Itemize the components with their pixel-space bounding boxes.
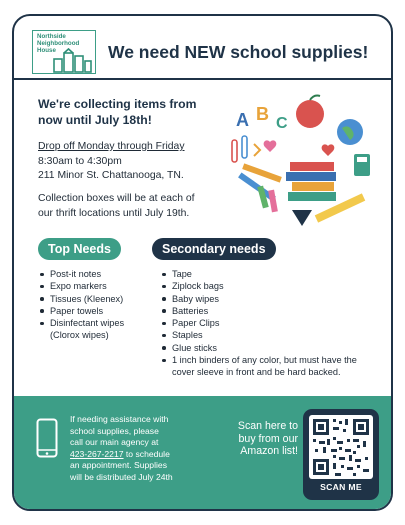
list-item: Ziplock bags [160,280,382,292]
qr-code-icon [309,415,373,479]
list-item: Paper towels [38,305,150,317]
phone-link[interactable]: 423-267-2217 [70,448,124,459]
list-item: Disinfectant wipes [38,317,150,329]
dropoff-days: Drop off Monday through Friday [38,141,185,152]
flyer-card [12,14,393,511]
secondary-needs-label: Secondary needs [152,238,276,260]
footer [14,396,391,511]
list-item: Expo markers [38,280,150,292]
svg-text:A: A [236,110,249,130]
dropoff-info [38,140,238,184]
intro-text: We're collecting items from now until July 18th! [38,97,197,127]
list-item: 1 inch binders of any color, but must have the [160,354,382,366]
logo [32,30,96,74]
top-needs-list [38,268,150,342]
list-item: Post-it notes [38,268,150,280]
header [14,16,391,80]
scan-instructions: Scan here to buy from our Amazon list! [237,420,298,457]
qr-code[interactable] [303,409,379,500]
top-needs-label: Top Needs [38,238,121,260]
phone-icon [36,418,58,458]
house-logo-icon [51,47,93,73]
svg-text:B: B [256,104,269,124]
logo-text: Northside Neighborhood House [37,33,80,54]
headline: We need NEW school supplies! [108,42,369,62]
svg-text:C: C [276,115,288,132]
scan-me-label: SCAN ME [320,482,362,492]
list-item: Staples [160,329,382,341]
list-item: Tape [160,268,382,280]
list-item: Paper Clips [160,317,382,329]
secondary-needs-list [160,268,382,379]
assistance-text: If needing assistance with school supplies, please call our main agency at 423-267-2217 to schedule an appointment. Supplies will be distributed July 24th [70,414,173,482]
list-item: Tissues (Kleenex) [38,293,150,305]
list-item: Batteries [160,305,382,317]
collection-info: Collection boxes will be at each of our thrift locations until July 19th. [38,193,195,219]
school-supplies-heart-icon [222,92,382,232]
dropoff-hours: 8:30am to 4:30pm [38,155,122,167]
list-item: Glue sticks [160,342,382,354]
list-item-continued: (Clorox wipes) [50,330,109,341]
dropoff-address: 211 Minor St. Chattanooga, TN. [38,170,184,181]
list-item: Baby wipes [160,293,382,305]
list-item-continued: cover sleeve in front and be hard backed. [172,367,341,378]
